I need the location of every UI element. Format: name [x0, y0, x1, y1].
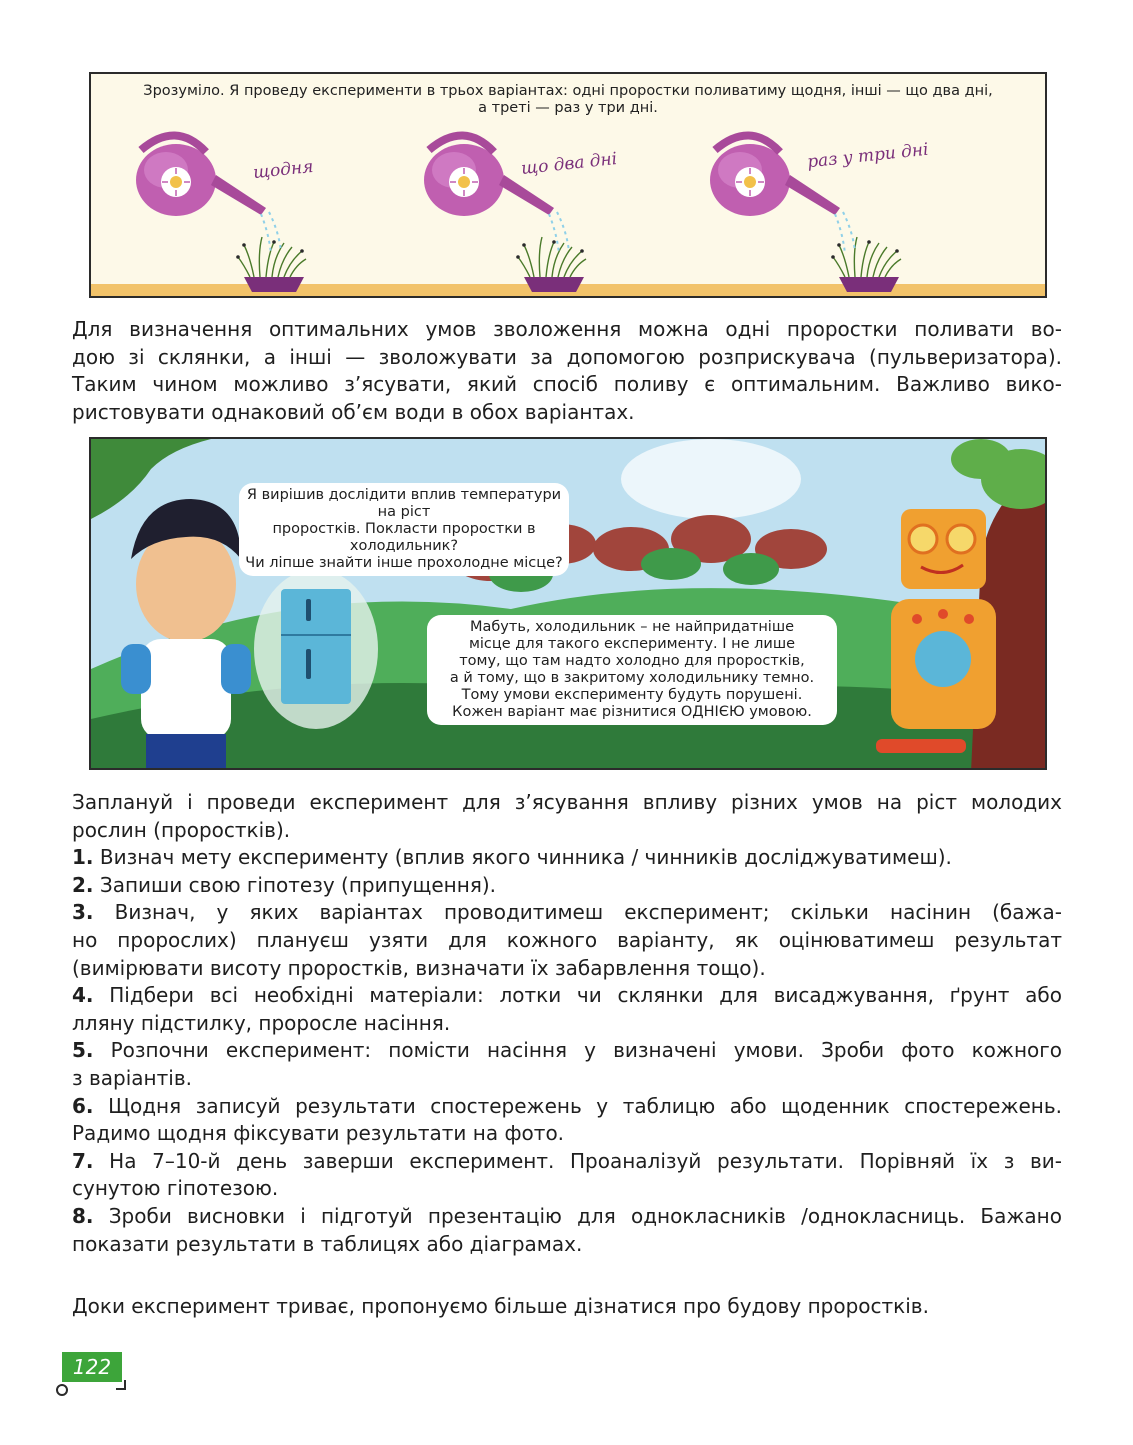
step-text: Визнач мету експерименту (вплив якого чинника / чинників досліджуватимеш). — [99, 845, 952, 870]
experiment-task — [72, 789, 1062, 1258]
task-step-4 — [72, 982, 1062, 1010]
label-every-three-days: раз у три дні — [806, 139, 930, 173]
paragraph-line: дою зі склянки, а інші — зволожувати за допомогою розприскувача (пульверизатора). — [72, 344, 1062, 369]
step-text: (вимірювати висоту проростків, визначати їх забарвлення тощо). — [72, 955, 766, 980]
step-number: 6. — [72, 1093, 94, 1118]
step-text: Радимо щодня фіксувати результати на фото. — [72, 1121, 565, 1146]
step-text: Щодня записуй результати спостережень у таблицю або щоденник спостережень. — [108, 1093, 1063, 1118]
step-text: Розпочни експеримент: помісти насіння у визначені умови. Зроби фото кожного — [110, 1038, 1062, 1063]
step-text: На 7–10-й день заверши експеримент. Проаналізуй результати. Порівняй їх з ви- — [109, 1148, 1063, 1173]
panel1-caption-line: а треті — раз у три дні. — [478, 100, 658, 116]
task-intro-line: Заплануй і проведи експеримент для з’ясування впливу різних умов на ріст молодих — [72, 790, 1062, 814]
step-text: лляну підстилку, проросле насіння. — [72, 1010, 451, 1035]
bubble-line: Кожен варіант має різнитися ОДНІЄЮ умовою. — [452, 704, 812, 720]
bubble-line: місце для такого експерименту. І не лише — [468, 636, 796, 652]
step-number: 3. — [72, 900, 94, 925]
step-number: 1. — [72, 845, 94, 870]
label-daily: щодня — [252, 156, 315, 184]
paragraph-line: Для визначення оптимальних умов зволоження можна одні проростки поливати во- — [72, 317, 1062, 341]
step-text: Визнач, у яких варіантах проводитимеш експеримент; скільки насінин (бажа- — [114, 900, 1062, 925]
step-text: Зроби висновки і підготуй презентацію для однокласників /однокласниць. Бажано — [108, 1203, 1062, 1228]
task-step-8 — [72, 1203, 1062, 1231]
step-text: Запиши свою гіпотезу (припущення). — [99, 872, 497, 897]
task-step-3 — [72, 899, 1062, 927]
bubble-line: проростків. Покласти проростки в холодильник? — [272, 521, 536, 554]
bubble-line: Тому умови експерименту будуть порушені. — [461, 687, 803, 703]
bubble-line: а й тому, що в закритому холодильнику темно. — [449, 670, 815, 686]
task-step-2 — [72, 872, 1062, 900]
panel1-caption-line: Зрозуміло. Я проведу експерименти в трьох варіантах: одні проростки поливатиму щодня, інші — що два дні, — [143, 83, 993, 99]
task-step-1 — [72, 844, 1062, 872]
page-corner-mark — [56, 1384, 68, 1396]
step-text: но пророслих) плануєш узяти для кожного варіанту, як оцінюватимеш результат — [72, 927, 1062, 952]
panel1-caption — [91, 83, 1045, 117]
step-number: 4. — [72, 983, 94, 1008]
task-step-6 — [72, 1093, 1062, 1121]
intro-paragraph — [72, 316, 1062, 426]
step-number: 8. — [72, 1203, 94, 1228]
closing-sentence: Доки експеримент триває, пропонуємо більше дізнатися про будову проростків. — [72, 1294, 929, 1318]
boy-robot-dialog-panel — [89, 437, 1047, 770]
bubble-line: Чи ліпше знайти інше прохолодне місце? — [245, 555, 563, 571]
task-intro-line: рослин (проростків). — [72, 817, 291, 842]
step-number: 2. — [72, 872, 94, 897]
step-text: Підбери всі необхідні матеріали: лотки чи склянки для висаджування, ґрунт або — [109, 983, 1063, 1008]
bubble-line: Я вирішив дослідити вплив температури на ріст — [246, 487, 562, 520]
step-number: 7. — [72, 1148, 94, 1173]
paragraph-line: ристовувати однаковий об’єм води в обох варіантах. — [72, 399, 635, 424]
task-step-5 — [72, 1037, 1062, 1065]
step-text: показати результати в таблицях або діаграмах. — [72, 1231, 583, 1256]
watering-illustration-panel — [89, 72, 1047, 298]
paragraph-line: Таким чином можливо з’ясувати, який спосіб поливу є оптимальним. Важливо вико- — [72, 372, 1062, 397]
label-every-two-days: що два дні — [520, 149, 619, 179]
page-corner-mark — [116, 1380, 126, 1390]
bubble-line: тому, що там надто холодно для проростків, — [459, 653, 805, 669]
step-number: 5. — [72, 1038, 94, 1063]
robot-speech-bubble — [427, 615, 837, 725]
page-number-badge: 122 — [62, 1352, 122, 1382]
boy-speech-bubble — [239, 483, 569, 576]
step-text: сунутою гіпотезою. — [72, 1176, 279, 1201]
bubble-line: Мабуть, холодильник – не найпридатніше — [469, 619, 795, 635]
task-step-7 — [72, 1148, 1062, 1176]
step-text: з варіантів. — [72, 1065, 192, 1090]
